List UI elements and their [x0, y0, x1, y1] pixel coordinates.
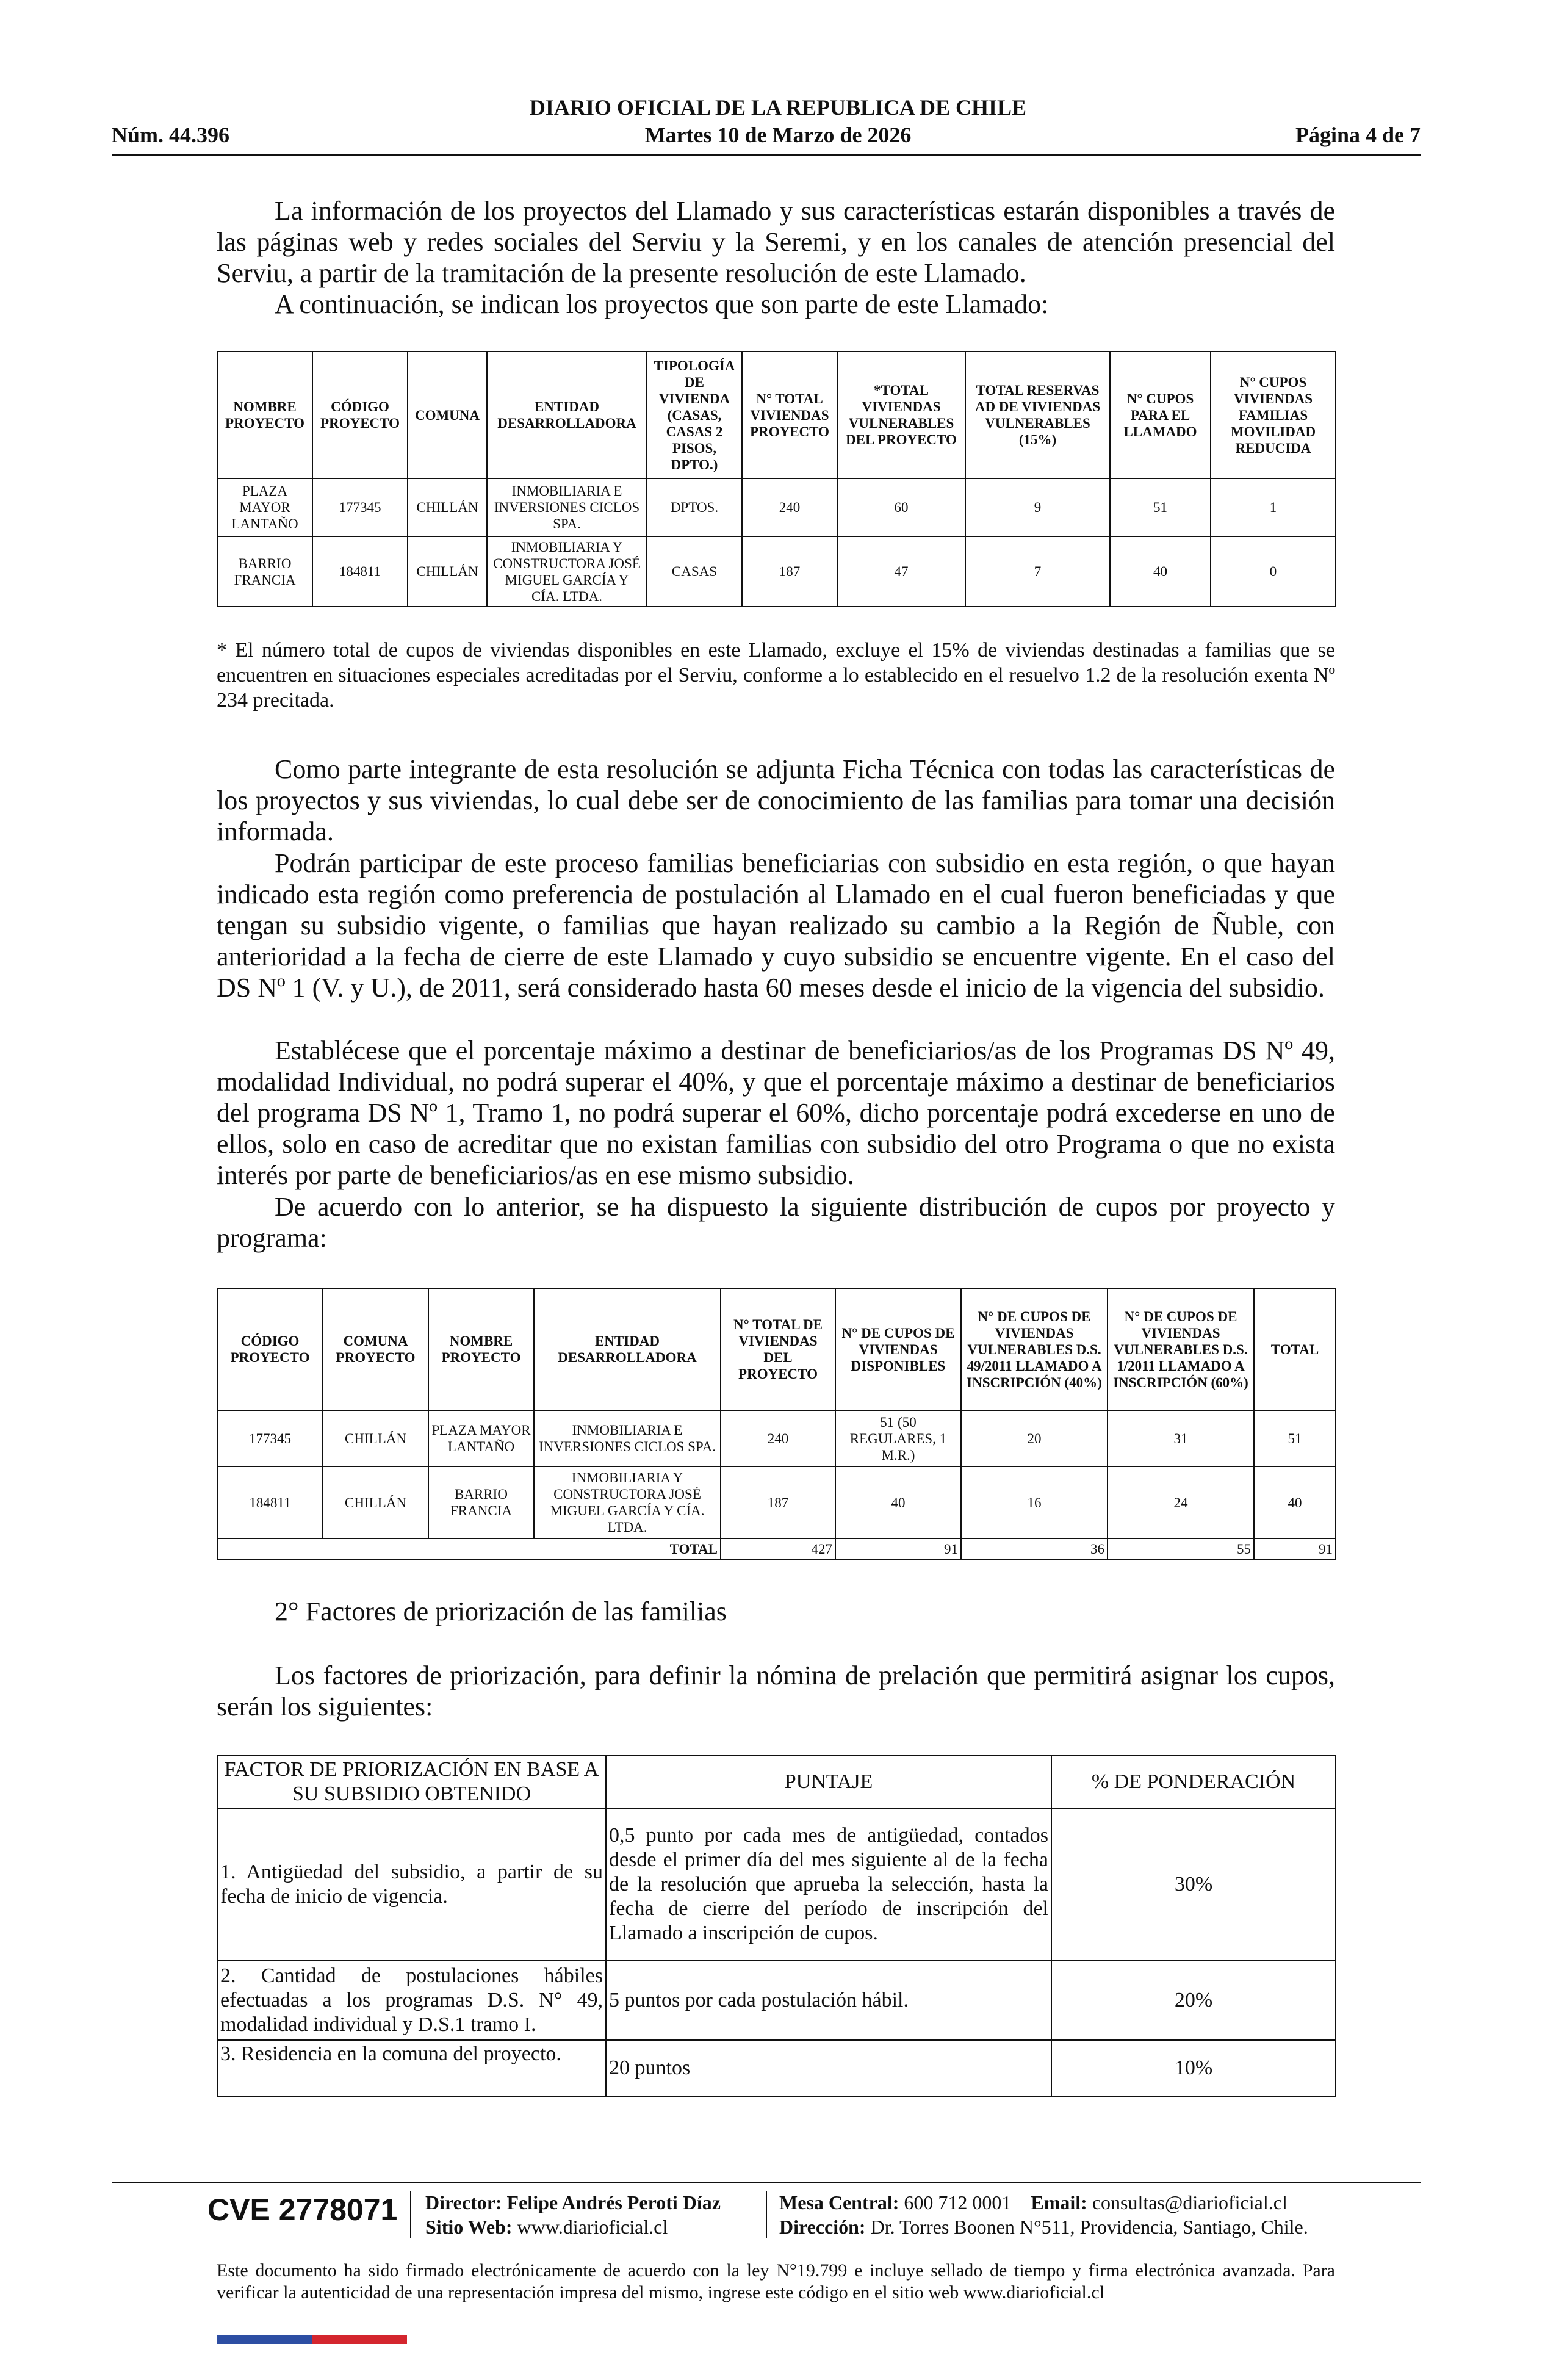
table-cell: 177345 [312, 478, 408, 536]
paragraph-factors-intro: Los factores de priorización, para definir la nómina de prelación que permitirá asignar los cupos, serán los siguientes: [217, 1661, 1335, 1722]
table-cell: PLAZA MAYOR LANTAÑO [217, 478, 312, 536]
email-label: Email: [1031, 2191, 1087, 2213]
site-label: Sitio Web: [425, 2216, 513, 2238]
issue-date: Martes 10 de Marzo de 2026 [644, 123, 912, 147]
table-cell: 177345 [217, 1410, 323, 1466]
cve-code: CVE 2778071 [207, 2193, 398, 2227]
table-header: TIPOLOGÍA DE VIVIENDA (CASAS, CASAS 2 PISOS, DPTO.) [647, 352, 742, 478]
legal-notice: Este documento ha sido firmado electrónicamente de acuerdo con la ley N°19.799 e incluye sellado de tiempo y firma electrónica avanzada. Para verificar la autenticidad de una representación impresa del mismo, ingrese este código en el sitio web www.diarioficial.cl [217, 2260, 1335, 2302]
table-cell: 47 [837, 536, 965, 607]
table-cell: 3. Residencia en la comuna del proyecto. [217, 2040, 606, 2096]
newspaper-title: DIARIO OFICIAL DE LA REPUBLICA DE CHILE [529, 95, 1027, 120]
director-name: Felipe Andrés Peroti Díaz [506, 2191, 721, 2213]
total-cell: 91 [1254, 1538, 1336, 1559]
table-row [217, 478, 1336, 536]
table-cell: 2. Cantidad de postulaciones hábiles efectuadas a los programas D.S. N° 49, modalidad individual y D.S.1 tramo I. [217, 1961, 606, 2040]
total-cell: 427 [721, 1538, 835, 1559]
table-cell: 20 puntos [606, 2040, 1051, 2096]
total-cell: 91 [835, 1538, 961, 1559]
footer-director-block [425, 2190, 721, 2239]
table-cell: BARRIO FRANCIA [217, 536, 312, 607]
table-header-row [217, 352, 1336, 478]
table-cell: 10% [1051, 2040, 1336, 2096]
table-cell: 40 [835, 1466, 961, 1538]
table-row [217, 1410, 1336, 1466]
table-cell: 1. Antigüedad del subsidio, a partir de su fecha de inicio de vigencia. [217, 1808, 606, 1961]
table-cell: 30% [1051, 1808, 1336, 1961]
table-header: N° TOTAL DE VIVIENDAS DEL PROYECTO [721, 1288, 835, 1410]
paragraph-projects-intro: A continuación, se indican los proyectos que son parte de este Llamado: [275, 289, 1049, 319]
table-header: TOTAL RESERVAS AD DE VIVIENDAS VULNERABLES (15%) [965, 352, 1110, 478]
table-header: N° CUPOS PARA EL LLAMADO [1110, 352, 1211, 478]
table-cell: 60 [837, 478, 965, 536]
table-header: N° DE CUPOS DE VIVIENDAS VULNERABLES D.S. 1/2011 LLAMADO A INSCRIPCIÓN (60%) [1108, 1288, 1254, 1410]
table-header: % DE PONDERACIÓN [1051, 1756, 1336, 1808]
issue-number: Núm. 44.396 [112, 123, 230, 147]
table-cell: 20 [961, 1410, 1108, 1466]
distribution-table [217, 1288, 1336, 1560]
table-header: *TOTAL VIVIENDAS VULNERABLES DEL PROYECTO [837, 352, 965, 478]
table-cell: 240 [742, 478, 837, 536]
table-cell: 0,5 punto por cada mes de antigüedad, contados desde el primer día del mes siguiente al de la fecha de la resolución que aprueba la selección, hasta la fecha de cierre del período de inscripción del Llamado a inscripción de cupos. [606, 1808, 1051, 1961]
paragraph-ficha-tecnica: Como parte integrante de esta resolución se adjunta Ficha Técnica con todas las características de los proyectos y sus viviendas, lo cual debe ser de conocimiento de las familias para tomar una decisión informada. [217, 754, 1335, 846]
table-cell: 9 [965, 478, 1110, 536]
paragraph-info: La información de los proyectos del Llamado y sus características estarán disponibles a través de las páginas web y redes sociales del Serviu y la Seremi, y en los canales de atención presencial del Serviu, a partir de la tramitación de la presente resolución de este Llamado. [217, 196, 1335, 288]
table-cell: CASAS [647, 536, 742, 607]
section-heading: 2° Factores de priorización de las familias [275, 1596, 727, 1626]
footer-contact-block [779, 2190, 1308, 2239]
table-cell: 187 [742, 536, 837, 607]
paragraph-percentages: Establécese que el porcentaje máximo a destinar de beneficiarios/as de los Programas DS Nº 49, modalidad Individual, no podrá superar el 40%, y que el porcentaje máximo a destinar de beneficiarios del programa DS Nº 1, Tramo 1, no podrá superar el 60%, dicho porcentaje podrá excederse en uno de ellos, solo en caso de acreditar que no existan familias con subsidio del otro Programa o que no exista interés por parte de beneficiarios/as en ese mismo subsidio. [217, 1036, 1335, 1190]
table-cell: 51 (50 REGULARES, 1 M.R.) [835, 1410, 961, 1466]
table-header: ENTIDAD DESARROLLADORA [487, 352, 647, 478]
table-header: CÓDIGO PROYECTO [312, 352, 408, 478]
flag-stripe-red [312, 2335, 407, 2344]
director-label: Director: [425, 2191, 502, 2213]
prioritization-table [217, 1755, 1336, 2097]
paragraph-distribution-intro: De acuerdo con lo anterior, se ha dispuesto la siguiente distribución de cupos por proyecto y programa: [217, 1192, 1335, 1253]
table-cell: 20% [1051, 1961, 1336, 2040]
table-cell: INMOBILIARIA E INVERSIONES CICLOS SPA. [534, 1410, 721, 1466]
table-cell: PLAZA MAYOR LANTAÑO [428, 1410, 534, 1466]
total-cell: 55 [1108, 1538, 1254, 1559]
table-cell: 40 [1254, 1466, 1336, 1538]
paragraph-participants: Podrán participar de este proceso familias beneficiarias con subsidio en esta región, o que hayan indicado esta región como preferencia de postulación al Llamado en el cual fueron beneficiadas y que tengan su subsidio vigente, o familias que hayan realizado su cambio a la Región de Ñuble, con anterioridad a la fecha de cierre de este Llamado y cuyo subsidio se encuentre vigente. En el caso del DS Nº 1 (V. y U.), de 2011, será considerado hasta 60 meses desde el inicio de la vigencia del subsidio. [217, 848, 1335, 1003]
table-cell: DPTOS. [647, 478, 742, 536]
email-link[interactable]: consultas@diarioficial.cl [1092, 2191, 1288, 2213]
table-header-row [217, 1288, 1336, 1410]
table-cell: INMOBILIARIA E INVERSIONES CICLOS SPA. [487, 478, 647, 536]
table-cell: 51 [1254, 1410, 1336, 1466]
table-cell: 184811 [312, 536, 408, 607]
table-header: PUNTAJE [606, 1756, 1051, 1808]
table-header: COMUNA [408, 352, 487, 478]
table-cell: 0 [1211, 536, 1336, 607]
table-cell: 51 [1110, 478, 1211, 536]
table-cell: 40 [1110, 536, 1211, 607]
footer-separator [766, 2191, 767, 2238]
table-header: ENTIDAD DESARROLLADORA [534, 1288, 721, 1410]
table-cell: 7 [965, 536, 1110, 607]
site-link[interactable]: www.diarioficial.cl [517, 2216, 668, 2238]
table-cell: 187 [721, 1466, 835, 1538]
table-cell: CHILLÁN [408, 478, 487, 536]
table-cell: 16 [961, 1466, 1108, 1538]
mesa-label: Mesa Central: [779, 2191, 899, 2213]
table-cell: INMOBILIARIA Y CONSTRUCTORA JOSÉ MIGUEL GARCÍA Y CÍA. LTDA. [487, 536, 647, 607]
table-row [217, 536, 1336, 607]
table-header: CÓDIGO PROYECTO [217, 1288, 323, 1410]
table-cell: 184811 [217, 1466, 323, 1538]
table-cell: 240 [721, 1410, 835, 1466]
table-header: COMUNA PROYECTO [323, 1288, 428, 1410]
address-label: Dirección: [779, 2216, 866, 2238]
table-cell: BARRIO FRANCIA [428, 1466, 534, 1538]
footer-divider [112, 2182, 1421, 2183]
table-header: NOMBRE PROYECTO [217, 352, 312, 478]
table-header: N° DE CUPOS DE VIVIENDAS DISPONIBLES [835, 1288, 961, 1410]
table-cell: CHILLÁN [408, 536, 487, 607]
footer-separator [410, 2191, 411, 2238]
table-cell: INMOBILIARIA Y CONSTRUCTORA JOSÉ MIGUEL GARCÍA Y CÍA. LTDA. [534, 1466, 721, 1538]
table-row [217, 2040, 1336, 2096]
table-row [217, 1808, 1336, 1961]
address: Dr. Torres Boonen N°511, Providencia, Santiago, Chile. [870, 2216, 1308, 2238]
table-total-row [217, 1538, 1336, 1559]
table-cell: 24 [1108, 1466, 1254, 1538]
table-header: TOTAL [1254, 1288, 1336, 1410]
table-header: N° CUPOS VIVIENDAS FAMILIAS MOVILIDAD REDUCIDA [1211, 352, 1336, 478]
table-cell: CHILLÁN [323, 1466, 428, 1538]
total-label: TOTAL [217, 1538, 721, 1559]
header-divider [112, 154, 1421, 156]
table-header: NOMBRE PROYECTO [428, 1288, 534, 1410]
table-header: N° TOTAL VIVIENDAS PROYECTO [742, 352, 837, 478]
table-header: N° DE CUPOS DE VIVIENDAS VULNERABLES D.S. 49/2011 LLAMADO A INSCRIPCIÓN (40%) [961, 1288, 1108, 1410]
table-cell: 1 [1211, 478, 1336, 536]
flag-stripe-blue [217, 2335, 312, 2344]
table-row [217, 1466, 1336, 1538]
table-header-row [217, 1756, 1336, 1808]
table-header: FACTOR DE PRIORIZACIÓN EN BASE A SU SUBSIDIO OBTENIDO [217, 1756, 606, 1808]
table-cell: CHILLÁN [323, 1410, 428, 1466]
table-cell: 5 puntos por cada postulación hábil. [606, 1961, 1051, 2040]
mesa-phone: 600 712 0001 [904, 2191, 1012, 2213]
projects-table [217, 351, 1336, 607]
table-footnote: * El número total de cupos de viviendas disponibles en este Llamado, excluye el 15% de viviendas destinadas a familias que se encuentren en situaciones especiales acreditadas por el Serviu, conforme a lo establecido en el resuelvo 1.2 de la resolución exenta Nº 234 precitada. [217, 639, 1335, 712]
table-row [217, 1961, 1336, 2040]
total-cell: 36 [961, 1538, 1108, 1559]
table-cell: 31 [1108, 1410, 1254, 1466]
page-number: Página 4 de 7 [1295, 123, 1421, 147]
